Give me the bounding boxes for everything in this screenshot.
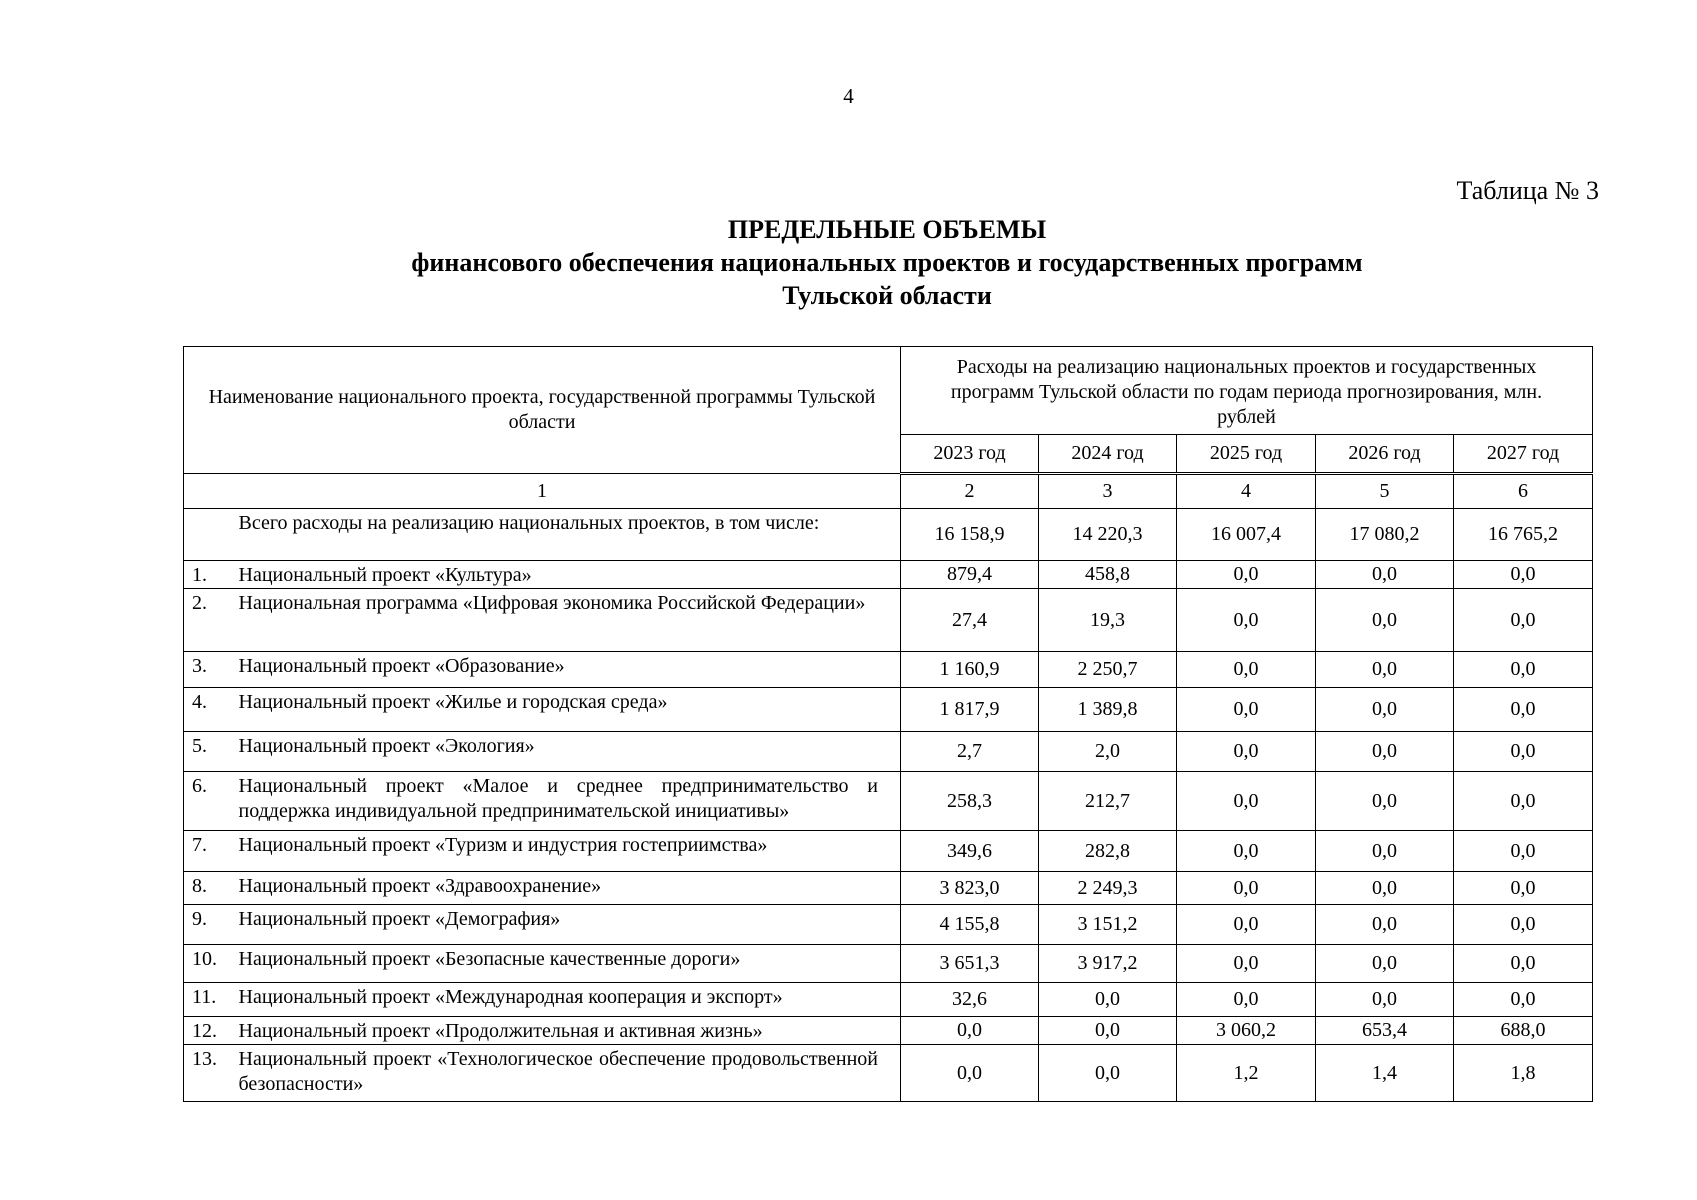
row-number: 9. xyxy=(184,905,237,945)
row-value: 349,6 xyxy=(901,831,1039,872)
row-value: 0,0 xyxy=(1177,561,1316,589)
row-number: 6. xyxy=(184,772,237,831)
row-value: 212,7 xyxy=(1039,772,1177,831)
total-row xyxy=(184,509,1593,561)
column-number: 3 xyxy=(1039,474,1177,509)
row-value: 32,6 xyxy=(901,983,1039,1017)
row-number: 5. xyxy=(184,732,237,772)
row-value: 3 651,3 xyxy=(901,945,1039,983)
table-row xyxy=(184,732,1593,772)
row-value: 0,0 xyxy=(901,1045,1039,1102)
row-value: 0,0 xyxy=(1177,652,1316,688)
row-value: 2,0 xyxy=(1039,732,1177,772)
row-value: 19,3 xyxy=(1039,589,1177,652)
row-value: 0,0 xyxy=(1177,945,1316,983)
row-number xyxy=(184,509,237,561)
row-value: 0,0 xyxy=(1177,983,1316,1017)
table-row xyxy=(184,688,1593,732)
table-row xyxy=(184,589,1593,652)
row-value: 0,0 xyxy=(1316,872,1454,905)
column-number: 5 xyxy=(1316,474,1454,509)
header-year: 2023 год xyxy=(901,435,1039,474)
row-value: 0,0 xyxy=(1177,688,1316,732)
table-row xyxy=(184,1045,1593,1102)
row-value: 1 817,9 xyxy=(901,688,1039,732)
row-value: 3 060,2 xyxy=(1177,1017,1316,1045)
title-line-1: ПРЕДЕЛЬНЫЕ ОБЪЕМЫ xyxy=(727,215,1047,244)
row-value: 1 389,8 xyxy=(1039,688,1177,732)
row-value: 0,0 xyxy=(1454,732,1593,772)
row-value: 0,0 xyxy=(1454,983,1593,1017)
table-row xyxy=(184,772,1593,831)
row-value: 0,0 xyxy=(1454,831,1593,872)
row-value: 0,0 xyxy=(901,1017,1039,1045)
table-row xyxy=(184,872,1593,905)
row-value: 0,0 xyxy=(1177,589,1316,652)
row-value: 1 160,9 xyxy=(901,652,1039,688)
table-row xyxy=(184,945,1593,983)
row-value: 1,2 xyxy=(1177,1045,1316,1102)
header-year: 2024 год xyxy=(1039,435,1177,474)
row-value: 27,4 xyxy=(901,589,1039,652)
row-name: Национальный проект «Международная кооперация и экспорт» xyxy=(237,983,901,1017)
row-number: 10. xyxy=(184,945,237,983)
row-value: 0,0 xyxy=(1454,945,1593,983)
row-name: Национальный проект «Образование» xyxy=(237,652,901,688)
table-row xyxy=(184,831,1593,872)
row-value: 2 249,3 xyxy=(1039,872,1177,905)
row-value: 0,0 xyxy=(1177,831,1316,872)
header-year: 2026 год xyxy=(1316,435,1454,474)
row-value: 0,0 xyxy=(1316,561,1454,589)
header-row-group xyxy=(184,347,1593,435)
table-row xyxy=(184,652,1593,688)
column-number: 4 xyxy=(1177,474,1316,509)
title-line-2: финансового обеспечения национальных проектов и государственных программ xyxy=(411,248,1363,277)
row-value: 258,3 xyxy=(901,772,1039,831)
row-value: 0,0 xyxy=(1177,872,1316,905)
header-name-column: Наименование национального проекта, государственной программы Тульской области xyxy=(184,347,901,474)
row-value: 1,4 xyxy=(1316,1045,1454,1102)
page-number: 4 xyxy=(843,84,854,108)
row-name: Национальный проект «Демография» xyxy=(237,905,901,945)
table-label: Таблица № 3 xyxy=(1456,176,1599,205)
row-value: 4 155,8 xyxy=(901,905,1039,945)
column-number: 2 xyxy=(901,474,1039,509)
column-number: 1 xyxy=(184,474,901,509)
row-name: Национальный проект «Технологическое обеспечение продовольственной безопасности» xyxy=(237,1045,901,1102)
row-value: 2,7 xyxy=(901,732,1039,772)
row-number: 1. xyxy=(184,561,237,589)
row-value: 1,8 xyxy=(1454,1045,1593,1102)
column-number: 6 xyxy=(1454,474,1593,509)
row-value: 0,0 xyxy=(1316,831,1454,872)
row-value: 0,0 xyxy=(1454,561,1593,589)
total-value: 16 158,9 xyxy=(901,509,1039,561)
row-value: 3 151,2 xyxy=(1039,905,1177,945)
row-number: 2. xyxy=(184,589,237,652)
row-name: Национальный проект «Культура» xyxy=(237,561,901,589)
row-value: 3 917,2 xyxy=(1039,945,1177,983)
row-number: 4. xyxy=(184,688,237,732)
row-name: Национальный проект «Жилье и городская среда» xyxy=(237,688,901,732)
row-number: 8. xyxy=(184,872,237,905)
row-value: 0,0 xyxy=(1454,589,1593,652)
row-value: 2 250,7 xyxy=(1039,652,1177,688)
row-value: 0,0 xyxy=(1454,872,1593,905)
row-number: 11. xyxy=(184,983,237,1017)
header-expenses-group: Расходы на реализацию национальных проектов и государственных программ Тульской области по годам периода прогнозирования, млн. рублей xyxy=(901,347,1593,435)
row-value: 0,0 xyxy=(1177,732,1316,772)
table-row xyxy=(184,905,1593,945)
row-name: Национальный проект «Безопасные качественные дороги» xyxy=(237,945,901,983)
row-value: 0,0 xyxy=(1454,905,1593,945)
row-name: Национальный проект «Экология» xyxy=(237,732,901,772)
table-row xyxy=(184,983,1593,1017)
row-value: 0,0 xyxy=(1316,652,1454,688)
total-value: 14 220,3 xyxy=(1039,509,1177,561)
row-value: 0,0 xyxy=(1316,945,1454,983)
row-name: Национальный проект «Малое и среднее предпринимательство и поддержка индивидуальной предпринимательской инициативы» xyxy=(237,772,901,831)
row-value: 0,0 xyxy=(1039,983,1177,1017)
table-row xyxy=(184,1017,1593,1045)
row-value: 3 823,0 xyxy=(901,872,1039,905)
row-value: 0,0 xyxy=(1316,983,1454,1017)
row-number: 3. xyxy=(184,652,237,688)
table-row xyxy=(184,561,1593,589)
row-value: 0,0 xyxy=(1316,905,1454,945)
row-value: 0,0 xyxy=(1316,688,1454,732)
row-name: Национальный проект «Туризм и индустрия гостеприимства» xyxy=(237,831,901,872)
row-value: 458,8 xyxy=(1039,561,1177,589)
row-name: Национальный проект «Продолжительная и активная жизнь» xyxy=(237,1017,901,1045)
row-value: 0,0 xyxy=(1454,772,1593,831)
row-value: 0,0 xyxy=(1039,1045,1177,1102)
total-value: 16 007,4 xyxy=(1177,509,1316,561)
row-number: 13. xyxy=(184,1045,237,1102)
row-number: 12. xyxy=(184,1017,237,1045)
row-value: 0,0 xyxy=(1177,905,1316,945)
total-value: 16 765,2 xyxy=(1454,509,1593,561)
row-name: Национальный проект «Здравоохранение» xyxy=(237,872,901,905)
row-value: 879,4 xyxy=(901,561,1039,589)
title-line-3: Тульской области xyxy=(782,281,992,310)
row-value: 0,0 xyxy=(1039,1017,1177,1045)
row-value: 0,0 xyxy=(1316,732,1454,772)
financing-table xyxy=(183,346,1593,1102)
column-number-row xyxy=(184,474,1593,509)
header-year: 2027 год xyxy=(1454,435,1593,474)
row-value: 282,8 xyxy=(1039,831,1177,872)
row-value: 688,0 xyxy=(1454,1017,1593,1045)
row-name: Национальная программа «Цифровая экономика Российской Федерации» xyxy=(237,589,901,652)
row-value: 0,0 xyxy=(1454,688,1593,732)
row-value: 653,4 xyxy=(1316,1017,1454,1045)
header-year: 2025 год xyxy=(1177,435,1316,474)
total-value: 17 080,2 xyxy=(1316,509,1454,561)
row-value: 0,0 xyxy=(1177,772,1316,831)
row-number: 7. xyxy=(184,831,237,872)
row-value: 0,0 xyxy=(1454,652,1593,688)
row-value: 0,0 xyxy=(1316,589,1454,652)
total-label: Всего расходы на реализацию национальных проектов, в том числе: xyxy=(237,509,901,561)
document-title xyxy=(183,213,1591,312)
row-value: 0,0 xyxy=(1316,772,1454,831)
